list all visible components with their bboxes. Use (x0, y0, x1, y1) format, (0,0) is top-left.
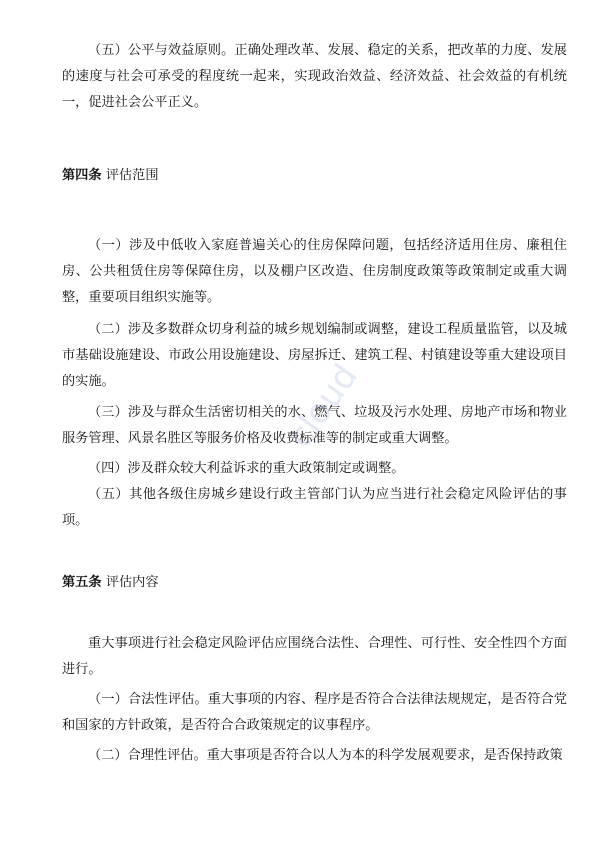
scope-item-2: （二）涉及多数群众切身利益的城乡规划编制或调整，建设工程质量监管，以及城市基础设施建设、市政公用设施建设、房屋拆迁、建筑工程、村镇建设等重大建设项目的实施。 (62, 322, 567, 389)
scope-item-1: （一）涉及中低收入家庭普遍关心的住房保障问题，包括经济适用住房、廉租住房、公共租赁住房等保障住房，以及棚户区改造、住房制度政策等政策制定或重大调整，重要项目组织实施等。 (62, 238, 567, 305)
article-4-title: 评估范围 (105, 168, 159, 183)
article-5-label: 第五条 (62, 575, 102, 590)
scope-item-4: （四）涉及群众较大利益诉求的重大政策制定或调整。 (88, 461, 405, 476)
content-intro: 重大事项进行社会稳定风险评估应围绕合法性、合理性、可行性、安全性四个方面进行。 (62, 636, 567, 677)
scope-item-3: （三）涉及与群众生活密切相关的水、燃气、垃圾及污水处理、房地产市场和物业服务管理、风景名胜区等服务价格及收费标准等的制定或重大调整。 (62, 405, 567, 446)
content-item-2: （二）合理性评估。重大事项是否符合以人为本的科学发展观要求，是否保持政策 (88, 748, 563, 763)
article-5-title: 评估内容 (105, 575, 159, 590)
article-5-heading (62, 570, 159, 596)
watermark-logo (255, 345, 395, 465)
scope-item-5: （五）其他各级住房城乡建设行政主管部门认为应当进行社会稳定风险评估的事项。 (62, 487, 567, 528)
watermark-text: cloud (280, 356, 366, 456)
article-4-heading (62, 163, 159, 189)
paragraph-fairness-principle: （五）公平与效益原则。正确处理改革、发展、稳定的关系，把改革的力度、发展的速度与社会可承受的程度统一起来，实现政治效益、经济效益、社会效益的有机统一，促进社会公平正义。 (62, 43, 567, 110)
article-4-label: 第四条 (62, 168, 102, 183)
content-item-1: （一）合法性评估。重大事项的内容、程序是否符合合法律法规规定，是否符合党和国家的方针政策，是否符合合政策规定的议事程序。 (62, 692, 567, 733)
